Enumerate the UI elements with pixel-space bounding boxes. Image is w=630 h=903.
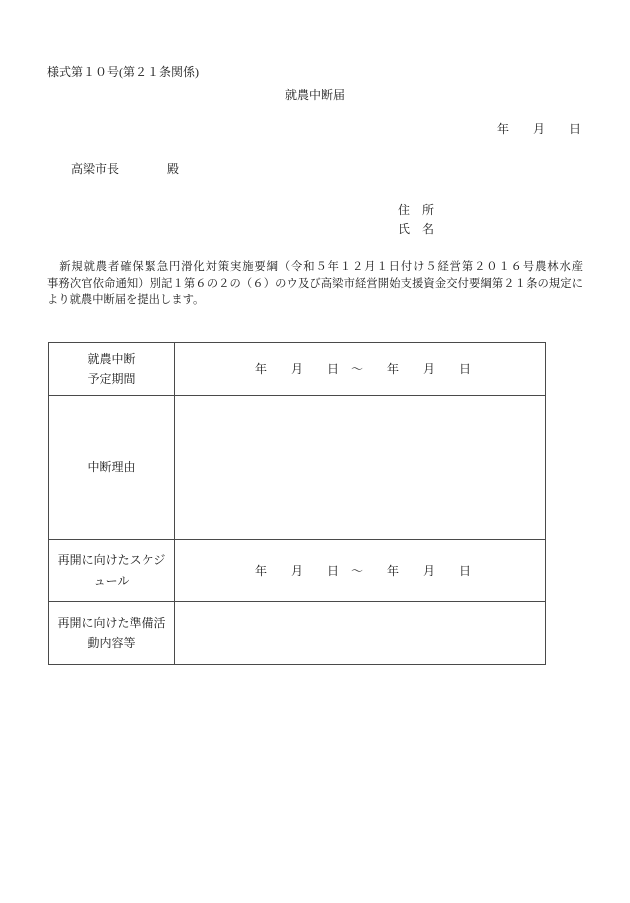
document-title: 就農中断届 — [284, 88, 345, 102]
table-row-suspension-period — [49, 343, 546, 396]
name-label: 氏 名 — [398, 222, 435, 236]
suspension-reason-label — [49, 396, 175, 540]
label-line: 再開に向けた準備活 — [57, 615, 166, 630]
addressee: 高梁市長 殿 — [71, 162, 180, 176]
label-line: 動内容等 — [87, 636, 136, 650]
resumption-schedule-label — [49, 540, 175, 602]
table-row-preparation-activities — [49, 602, 546, 665]
body-line: 新規就農者確保緊急円滑化対策実施要綱（令和５年１２月１日付け５経営第２０１６号農林水産 — [47, 261, 583, 273]
submission-date-line: 年 月 日 — [496, 122, 581, 136]
preparation-activities-value — [175, 602, 546, 665]
form-number: 様式第１０号(第２１条関係) — [47, 65, 199, 79]
body-line: より就農中断届を提出します。 — [47, 294, 205, 306]
label-line: ュール — [93, 573, 130, 588]
label-line: 再開に向けたスケジ — [57, 553, 166, 567]
address-label: 住 所 — [398, 203, 435, 217]
label-line: 予定期間 — [87, 372, 136, 386]
suspension-reason-value — [175, 396, 546, 540]
preparation-activities-label — [49, 602, 175, 665]
suspension-period-value: 年 月 日 ～ 年 月 日 — [175, 343, 546, 396]
body-line: 事務次官依命通知）別記１第６の２の（６）のウ及び高梁市経営開始支援資金交付要綱第２１条の規定に — [47, 277, 583, 290]
form-table — [48, 342, 546, 665]
label-line: 中断理由 — [87, 460, 136, 475]
body-paragraph — [47, 259, 583, 309]
table-row-resumption-schedule — [49, 540, 546, 602]
suspension-period-label — [49, 343, 175, 396]
table-row-suspension-reason — [49, 396, 546, 540]
resumption-schedule-value: 年 月 日 ～ 年 月 日 — [175, 540, 546, 602]
label-line: 就農中断 — [87, 351, 136, 366]
